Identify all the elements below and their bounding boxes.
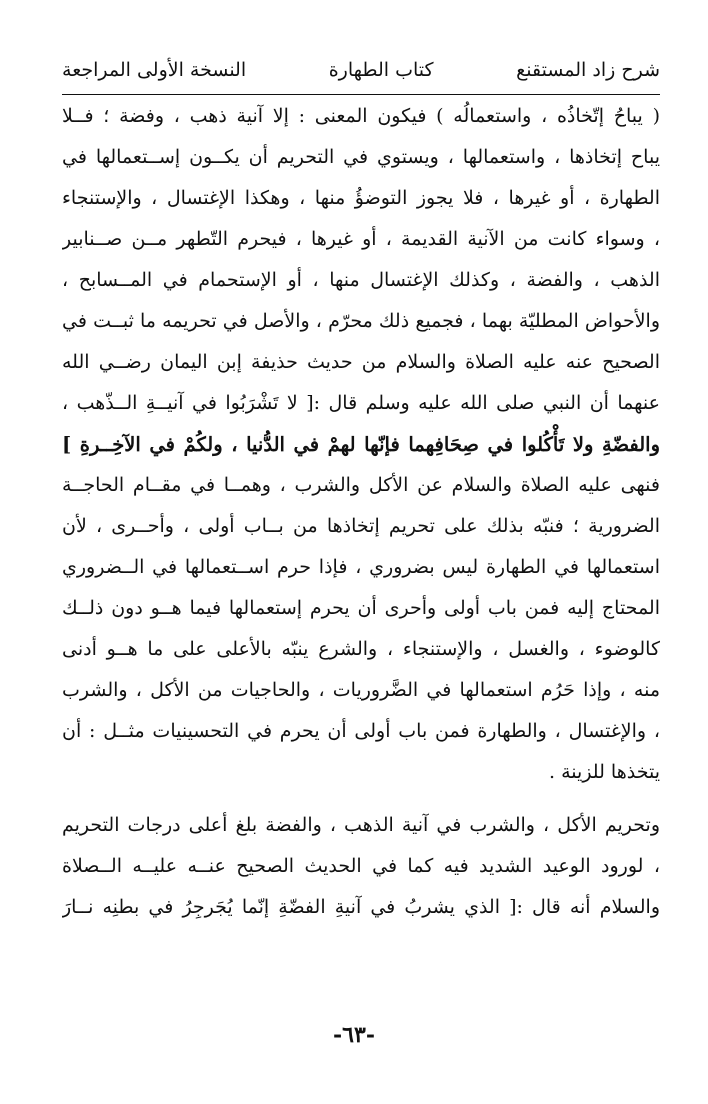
header-chapter-title: كتاب الطهارة	[328, 59, 434, 81]
header-divider	[62, 94, 660, 95]
header-book-title: شرح زاد المستقنع	[516, 59, 660, 81]
hadith-line: والسلام أنه قال :[ الذي يشربُ في آنيةِ الفضّةِ إنّما يُجَرجِرُ في بطنِه نــارَ	[62, 896, 660, 918]
text-line: فنهى عليه الصلاة والسلام عن الأكل والشرب ، وهمــا في مقــام الحاجــة	[62, 474, 660, 496]
text-line: ، والإغتسال ، والطهارة فمن باب أولى أن يحرم في التحسينيات مثــل : أن	[62, 720, 660, 742]
text-line: منه ، وإذا حَرُم استعمالها في الضَّروريات ، والحاجيات من الأكل ، والشرب	[62, 679, 660, 701]
text-line: وتحريم الأكل ، والشرب في آنية الذهب ، والفضة بلغ أعلى درجات التحريم	[62, 814, 660, 836]
text-line: الضرورية ؛ فنبّه بذلك على تحريم إتخاذها من بــاب أولى ، وأحــرى ، لأن	[62, 515, 660, 537]
body-text	[62, 96, 660, 928]
hadith-line: والفضّةِ ولا تَأْكُلوا في صِحَافِهما فإنّها لهمْ في الدُّنيا ، ولكُمْ في الآخِــرةِ ]	[62, 433, 660, 456]
page-number: -٦٣-	[333, 1022, 375, 1048]
text-line: ، لورود الوعيد الشديد فيه كما في الحديث الصحيح عنــه عليــه الــصلاة	[62, 855, 660, 877]
text-line: كالوضوء ، والغسل ، والإستنجاء ، والشرع ينبّه بالأعلى على ما هــو أدنى	[62, 638, 660, 660]
text-line: والأحواض المطليّة بهما ، فجميع ذلك محرّم ، والأصل في تحريمه ما ثبــت في	[62, 310, 660, 332]
text-line: المحتاج إليه فمن باب أولى وأحرى أن يحرم إستعمالها فيما هــو دون ذلــك	[62, 597, 660, 619]
hadith-line: عنهما أن النبي صلى الله عليه وسلم قال :[ لا تَشْرَبُوا في آنيــةِ الــذّهب ،	[62, 392, 660, 414]
text-line: يتخذها للزينة .	[549, 761, 660, 783]
running-header	[62, 50, 660, 90]
text-line: الطهارة ، أو غيرها ، فلا يجوز التوضؤُ منها ، وهكذا الإغتسال ، والإستنجاء	[62, 187, 660, 209]
text-line: الذهب ، والفضة ، وكذلك الإغتسال منها ، أو الإستحمام في المــسابح ،	[62, 269, 660, 291]
text-line: ، وسواء كانت من الآنية القديمة ، أو غيرها ، فيحرم التّطهر مــن صــنابير	[62, 228, 660, 250]
text-line: ( يباحُ إتّخاذُه ، واستعمالُه ) فيكون المعنى : إلا آنية ذهب ، وفضة ؛ فــلا	[62, 105, 660, 127]
text-line: استعمالها في الطهارة ليس بضروري ، فإذا حرم اســتعمالها في الــضروري	[62, 556, 660, 578]
text-line: الصحيح عنه عليه الصلاة والسلام من حديث حذيفة إبن اليمان رضــي الله	[62, 351, 660, 373]
header-edition-note: النسخة الأولى المراجعة	[62, 59, 247, 81]
text-line: يباح إتخاذها ، واستعمالها ، ويستوي في التحريم أن يكــون إســتعمالها في	[62, 146, 660, 168]
